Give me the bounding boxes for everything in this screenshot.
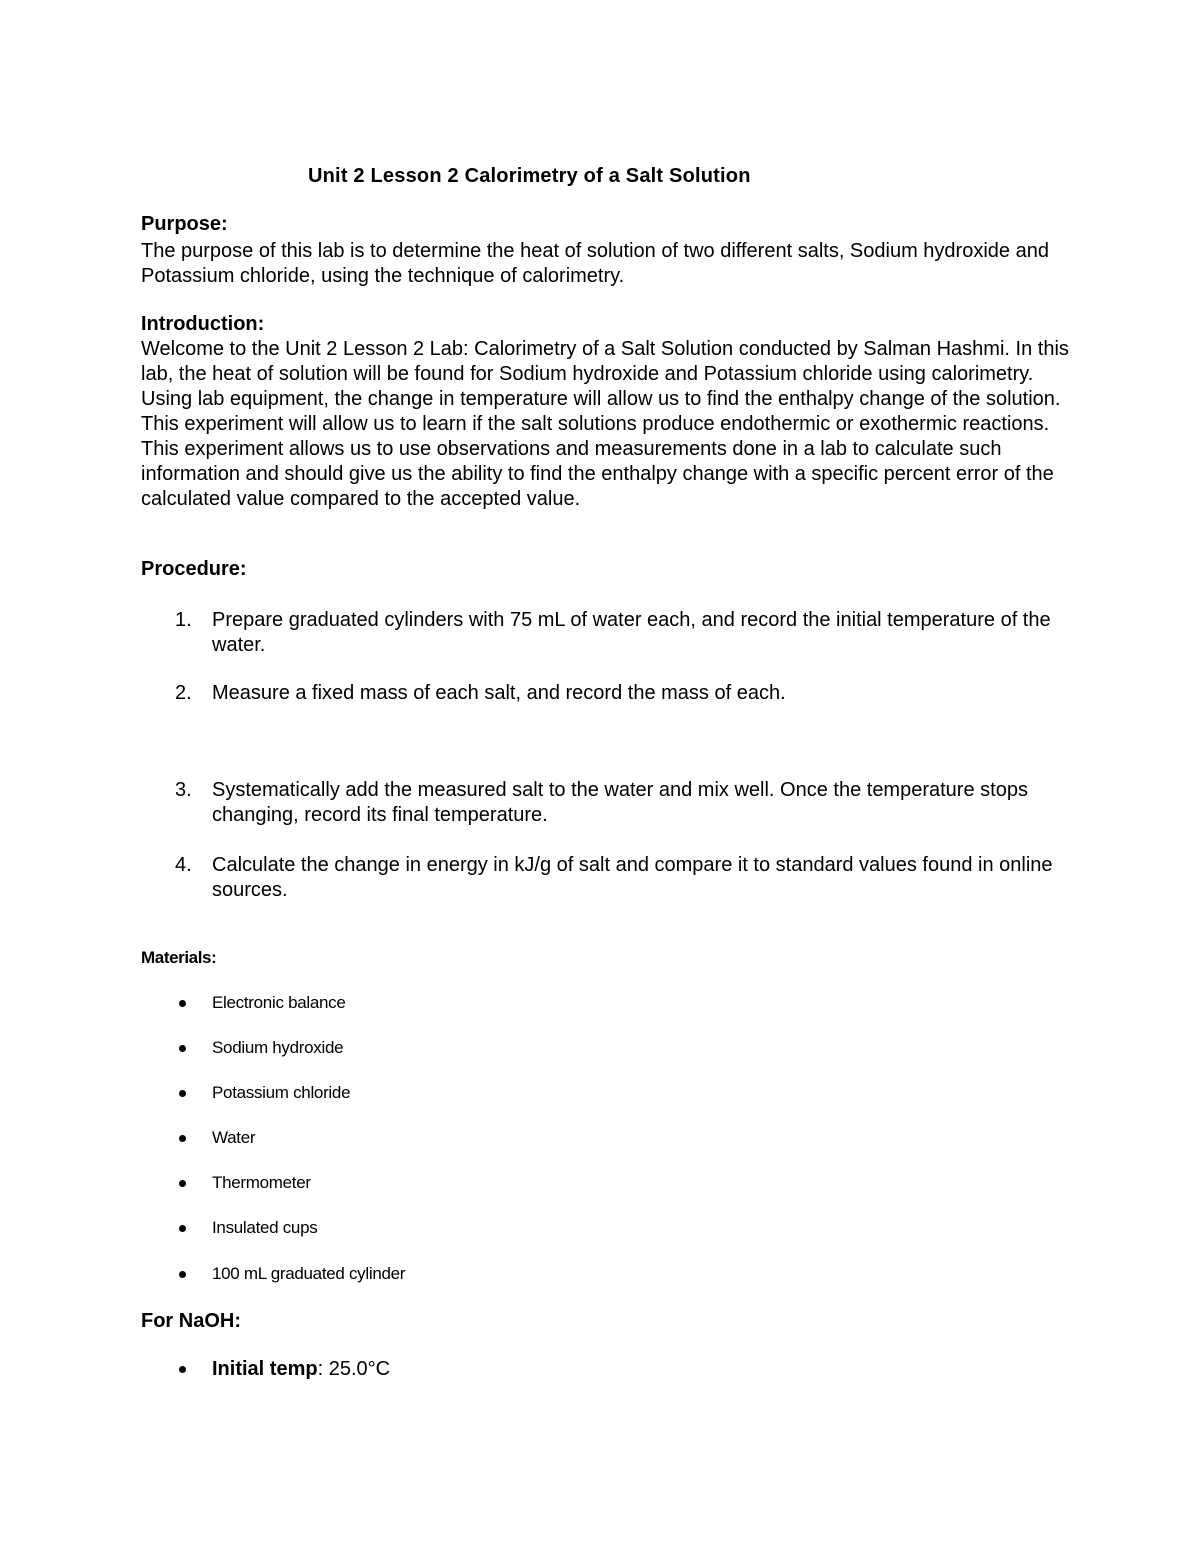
bullet-icon bbox=[179, 1271, 186, 1278]
material-label: Potassium chloride bbox=[212, 1083, 351, 1102]
material-item bbox=[141, 1173, 311, 1193]
bullet-icon bbox=[179, 1135, 186, 1142]
naoh-heading: For NaOH: bbox=[141, 1310, 241, 1332]
material-label: Electronic balance bbox=[212, 993, 346, 1012]
introduction-text: Welcome to the Unit 2 Lesson 2 Lab: Calorimetry of a Salt Solution conducted by Salman Hashmi. In this lab, the heat of solution will be found for Sodium hydroxide and Potassium chloride using calorimetry. Using lab equipment, the change in temperature will allow us to find the enthalpy change of the solution. This experiment will allow us to learn if the salt solutions produce endothermic or exothermic reactions. This experiment allows us to use observations and measurements done in a lab to calculate such information and should give us the ability to find the enthalpy change with a specific percent error of the calculated value compared to the accepted value. bbox=[141, 338, 1069, 510]
bullet-icon bbox=[179, 1045, 186, 1052]
procedure-step bbox=[141, 853, 1071, 903]
materials-heading: Materials: bbox=[141, 948, 217, 967]
procedure-heading: Procedure: bbox=[141, 558, 247, 580]
measurement-label: Initial temp bbox=[212, 1358, 318, 1380]
material-label: 100 mL graduated cylinder bbox=[212, 1264, 406, 1283]
material-label: Thermometer bbox=[212, 1173, 311, 1192]
material-item bbox=[141, 1083, 350, 1103]
procedure-step bbox=[141, 608, 1071, 658]
material-item bbox=[141, 1264, 405, 1284]
material-item bbox=[141, 1218, 317, 1238]
purpose-heading: Purpose: bbox=[141, 213, 228, 235]
step-text: Systematically add the measured salt to the water and mix well. Once the temperature stops changing, record its final temperature. bbox=[212, 779, 1028, 826]
bullet-icon bbox=[179, 1180, 186, 1187]
measurement-value: : 25.0°C bbox=[317, 1358, 391, 1380]
material-item bbox=[141, 1128, 255, 1148]
material-item bbox=[141, 993, 346, 1013]
step-number: 1. bbox=[175, 609, 192, 631]
introduction-heading: Introduction: bbox=[141, 313, 265, 335]
step-number: 3. bbox=[175, 779, 192, 801]
purpose-text: The purpose of this lab is to determine the heat of solution of two different salts, Sodium hydroxide and Potassium chloride, using the technique of calorimetry. bbox=[141, 240, 1049, 287]
document-title: Unit 2 Lesson 2 Calorimetry of a Salt Solution bbox=[308, 165, 751, 187]
step-text: Calculate the change in energy in kJ/g of salt and compare it to standard values found in online sources. bbox=[212, 854, 1053, 901]
bullet-icon bbox=[179, 1366, 186, 1373]
material-label: Water bbox=[212, 1128, 256, 1147]
material-item bbox=[141, 1038, 343, 1058]
step-text: Prepare graduated cylinders with 75 mL of water each, and record the initial temperature of the water. bbox=[212, 609, 1051, 656]
step-number: 2. bbox=[175, 682, 192, 704]
naoh-measurement bbox=[141, 1357, 390, 1382]
procedure-step bbox=[141, 778, 1071, 828]
step-text: Measure a fixed mass of each salt, and record the mass of each. bbox=[212, 682, 786, 704]
bullet-icon bbox=[179, 1090, 186, 1097]
material-label: Insulated cups bbox=[212, 1218, 318, 1237]
material-label: Sodium hydroxide bbox=[212, 1038, 344, 1057]
procedure-step bbox=[141, 681, 1071, 706]
bullet-icon bbox=[179, 1000, 186, 1007]
step-number: 4. bbox=[175, 854, 192, 876]
bullet-icon bbox=[179, 1225, 186, 1232]
